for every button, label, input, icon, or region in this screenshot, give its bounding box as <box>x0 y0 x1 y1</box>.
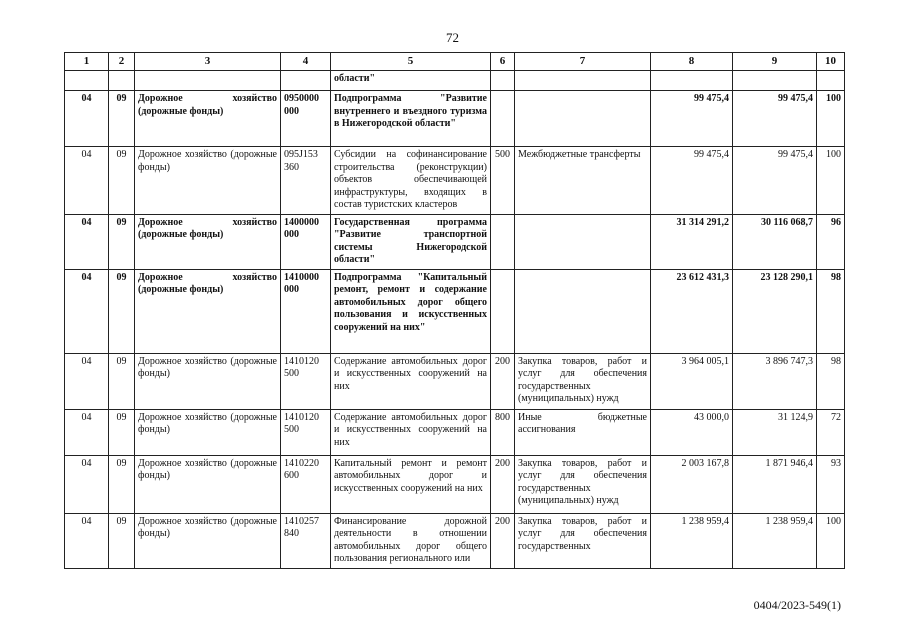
execution-percent-cell: 72 <box>817 409 845 455</box>
subsection-code-cell: 09 <box>109 269 135 353</box>
target-article-code-cell <box>281 71 331 91</box>
execution-percent-cell: 100 <box>817 147 845 215</box>
planned-amount-cell: 99 475,4 <box>651 91 733 147</box>
section-code-cell: 04 <box>65 513 109 568</box>
section-name-cell: Дорожное хозяйство (дорожные фонды) <box>135 147 281 215</box>
section-code-cell: 04 <box>65 214 109 269</box>
expense-type-name-cell: Закупка товаров, работ и услуг для обеспечения государственных (муниципальных) нужд <box>515 353 651 409</box>
column-header-9: 9 <box>733 53 817 71</box>
section-code-cell: 04 <box>65 409 109 455</box>
target-article-name-cell: Капитальный ремонт и ремонт автомобильных дорог и искусственных сооружений на них <box>331 455 491 513</box>
expense-type-code-cell <box>491 71 515 91</box>
column-header-10: 10 <box>817 53 845 71</box>
expense-type-name-cell: Иные бюджетные ассигнования <box>515 409 651 455</box>
section-name-cell <box>135 71 281 91</box>
table-row <box>65 409 845 455</box>
table-body <box>65 71 845 569</box>
section-name-cell: Дорожное хозяйство (дорожные фонды) <box>135 91 281 147</box>
target-article-name-cell: Содержание автомобильных дорог и искусственных сооружений на них <box>331 409 491 455</box>
column-header-7: 7 <box>515 53 651 71</box>
table-row <box>65 214 845 269</box>
target-article-code-cell: 1400000 000 <box>281 214 331 269</box>
table-row <box>65 269 845 353</box>
table-row <box>65 147 845 215</box>
page-number: 72 <box>446 30 459 45</box>
section-code-cell <box>65 71 109 91</box>
execution-percent-cell: 96 <box>817 214 845 269</box>
actual-amount-cell: 30 116 068,7 <box>733 214 817 269</box>
column-header-4: 4 <box>281 53 331 71</box>
section-code-cell: 04 <box>65 455 109 513</box>
target-article-code-cell: 1410120 500 <box>281 353 331 409</box>
target-article-code-cell: 1410120 500 <box>281 409 331 455</box>
execution-percent-cell: 98 <box>817 269 845 353</box>
target-article-code-cell: 0950000 000 <box>281 91 331 147</box>
subsection-code-cell: 09 <box>109 214 135 269</box>
planned-amount-cell <box>651 71 733 91</box>
section-code-cell: 04 <box>65 147 109 215</box>
section-code-cell: 04 <box>65 353 109 409</box>
subsection-code-cell: 09 <box>109 147 135 215</box>
planned-amount-cell: 99 475,4 <box>651 147 733 215</box>
table-row <box>65 353 845 409</box>
expense-type-code-cell <box>491 269 515 353</box>
table-row <box>65 71 845 91</box>
execution-percent-cell: 93 <box>817 455 845 513</box>
section-name-cell: Дорожное хозяйство (дорожные фонды) <box>135 269 281 353</box>
target-article-name-cell: Содержание автомобильных дорог и искусственных сооружений на них <box>331 353 491 409</box>
section-code-cell: 04 <box>65 91 109 147</box>
table-header-row <box>65 53 845 71</box>
actual-amount-cell <box>733 71 817 91</box>
expense-type-name-cell: Межбюджетные трансферты <box>515 147 651 215</box>
actual-amount-cell: 23 128 290,1 <box>733 269 817 353</box>
subsection-code-cell: 09 <box>109 513 135 568</box>
target-article-name-cell: Финансирование дорожной деятельности в отношении автомобильных дорог общего пользования регионального или <box>331 513 491 568</box>
expense-type-code-cell: 500 <box>491 147 515 215</box>
subsection-code-cell: 09 <box>109 353 135 409</box>
table-row <box>65 91 845 147</box>
target-article-name-cell: Подпрограмма "Капитальный ремонт, ремонт и содержание автомобильных дорог общего пользования и искусственных сооружений на них" <box>331 269 491 353</box>
column-header-3: 3 <box>135 53 281 71</box>
section-name-cell: Дорожное хозяйство (дорожные фонды) <box>135 455 281 513</box>
execution-percent-cell: 100 <box>817 513 845 568</box>
column-header-5: 5 <box>331 53 491 71</box>
target-article-name-cell: Субсидии на софинансирование строительства (реконструкции) объектов обеспечивающей инфраструктуры, входящих в состав туристских кластеров <box>331 147 491 215</box>
subsection-code-cell <box>109 71 135 91</box>
subsection-code-cell: 09 <box>109 409 135 455</box>
execution-percent-cell: 98 <box>817 353 845 409</box>
section-name-cell: Дорожное хозяйство (дорожные фонды) <box>135 409 281 455</box>
column-header-1: 1 <box>65 53 109 71</box>
expense-type-name-cell <box>515 214 651 269</box>
column-header-8: 8 <box>651 53 733 71</box>
target-article-code-cell: 1410220 600 <box>281 455 331 513</box>
actual-amount-cell: 3 896 747,3 <box>733 353 817 409</box>
actual-amount-cell: 1 238 959,4 <box>733 513 817 568</box>
execution-percent-cell <box>817 71 845 91</box>
expense-type-name-cell <box>515 91 651 147</box>
planned-amount-cell: 43 000,0 <box>651 409 733 455</box>
actual-amount-cell: 99 475,4 <box>733 147 817 215</box>
section-code-cell: 04 <box>65 269 109 353</box>
table-row <box>65 513 845 568</box>
target-article-name-cell: Подпрограмма "Развитие внутреннего и въездного туризма в Нижегородской области" <box>331 91 491 147</box>
expense-type-name-cell <box>515 269 651 353</box>
actual-amount-cell: 99 475,4 <box>733 91 817 147</box>
target-article-code-cell: 095J153 360 <box>281 147 331 215</box>
planned-amount-cell: 3 964 005,1 <box>651 353 733 409</box>
subsection-code-cell: 09 <box>109 455 135 513</box>
actual-amount-cell: 1 871 946,4 <box>733 455 817 513</box>
expense-type-code-cell <box>491 91 515 147</box>
expense-type-code-cell: 200 <box>491 513 515 568</box>
section-name-cell: Дорожное хозяйство (дорожные фонды) <box>135 513 281 568</box>
target-article-name-cell: области" <box>331 71 491 91</box>
planned-amount-cell: 31 314 291,2 <box>651 214 733 269</box>
column-header-6: 6 <box>491 53 515 71</box>
expense-type-code-cell: 200 <box>491 353 515 409</box>
document-code: 0404/2023-549(1) <box>753 598 841 612</box>
planned-amount-cell: 1 238 959,4 <box>651 513 733 568</box>
planned-amount-cell: 23 612 431,3 <box>651 269 733 353</box>
section-name-cell: Дорожное хозяйство (дорожные фонды) <box>135 214 281 269</box>
expense-type-name-cell <box>515 71 651 91</box>
actual-amount-cell: 31 124,9 <box>733 409 817 455</box>
expense-type-name-cell: Закупка товаров, работ и услуг для обеспечения государственных <box>515 513 651 568</box>
expense-type-code-cell: 800 <box>491 409 515 455</box>
target-article-code-cell: 1410257 840 <box>281 513 331 568</box>
budget-table <box>64 52 845 569</box>
expense-type-code-cell <box>491 214 515 269</box>
column-header-2: 2 <box>109 53 135 71</box>
execution-percent-cell: 100 <box>817 91 845 147</box>
target-article-code-cell: 1410000 000 <box>281 269 331 353</box>
expense-type-code-cell: 200 <box>491 455 515 513</box>
target-article-name-cell: Государственная программа "Развитие транспортной системы Нижегородской области" <box>331 214 491 269</box>
expense-type-name-cell: Закупка товаров, работ и услуг для обеспечения государственных (муниципальных) нужд <box>515 455 651 513</box>
table-row <box>65 455 845 513</box>
planned-amount-cell: 2 003 167,8 <box>651 455 733 513</box>
subsection-code-cell: 09 <box>109 91 135 147</box>
section-name-cell: Дорожное хозяйство (дорожные фонды) <box>135 353 281 409</box>
